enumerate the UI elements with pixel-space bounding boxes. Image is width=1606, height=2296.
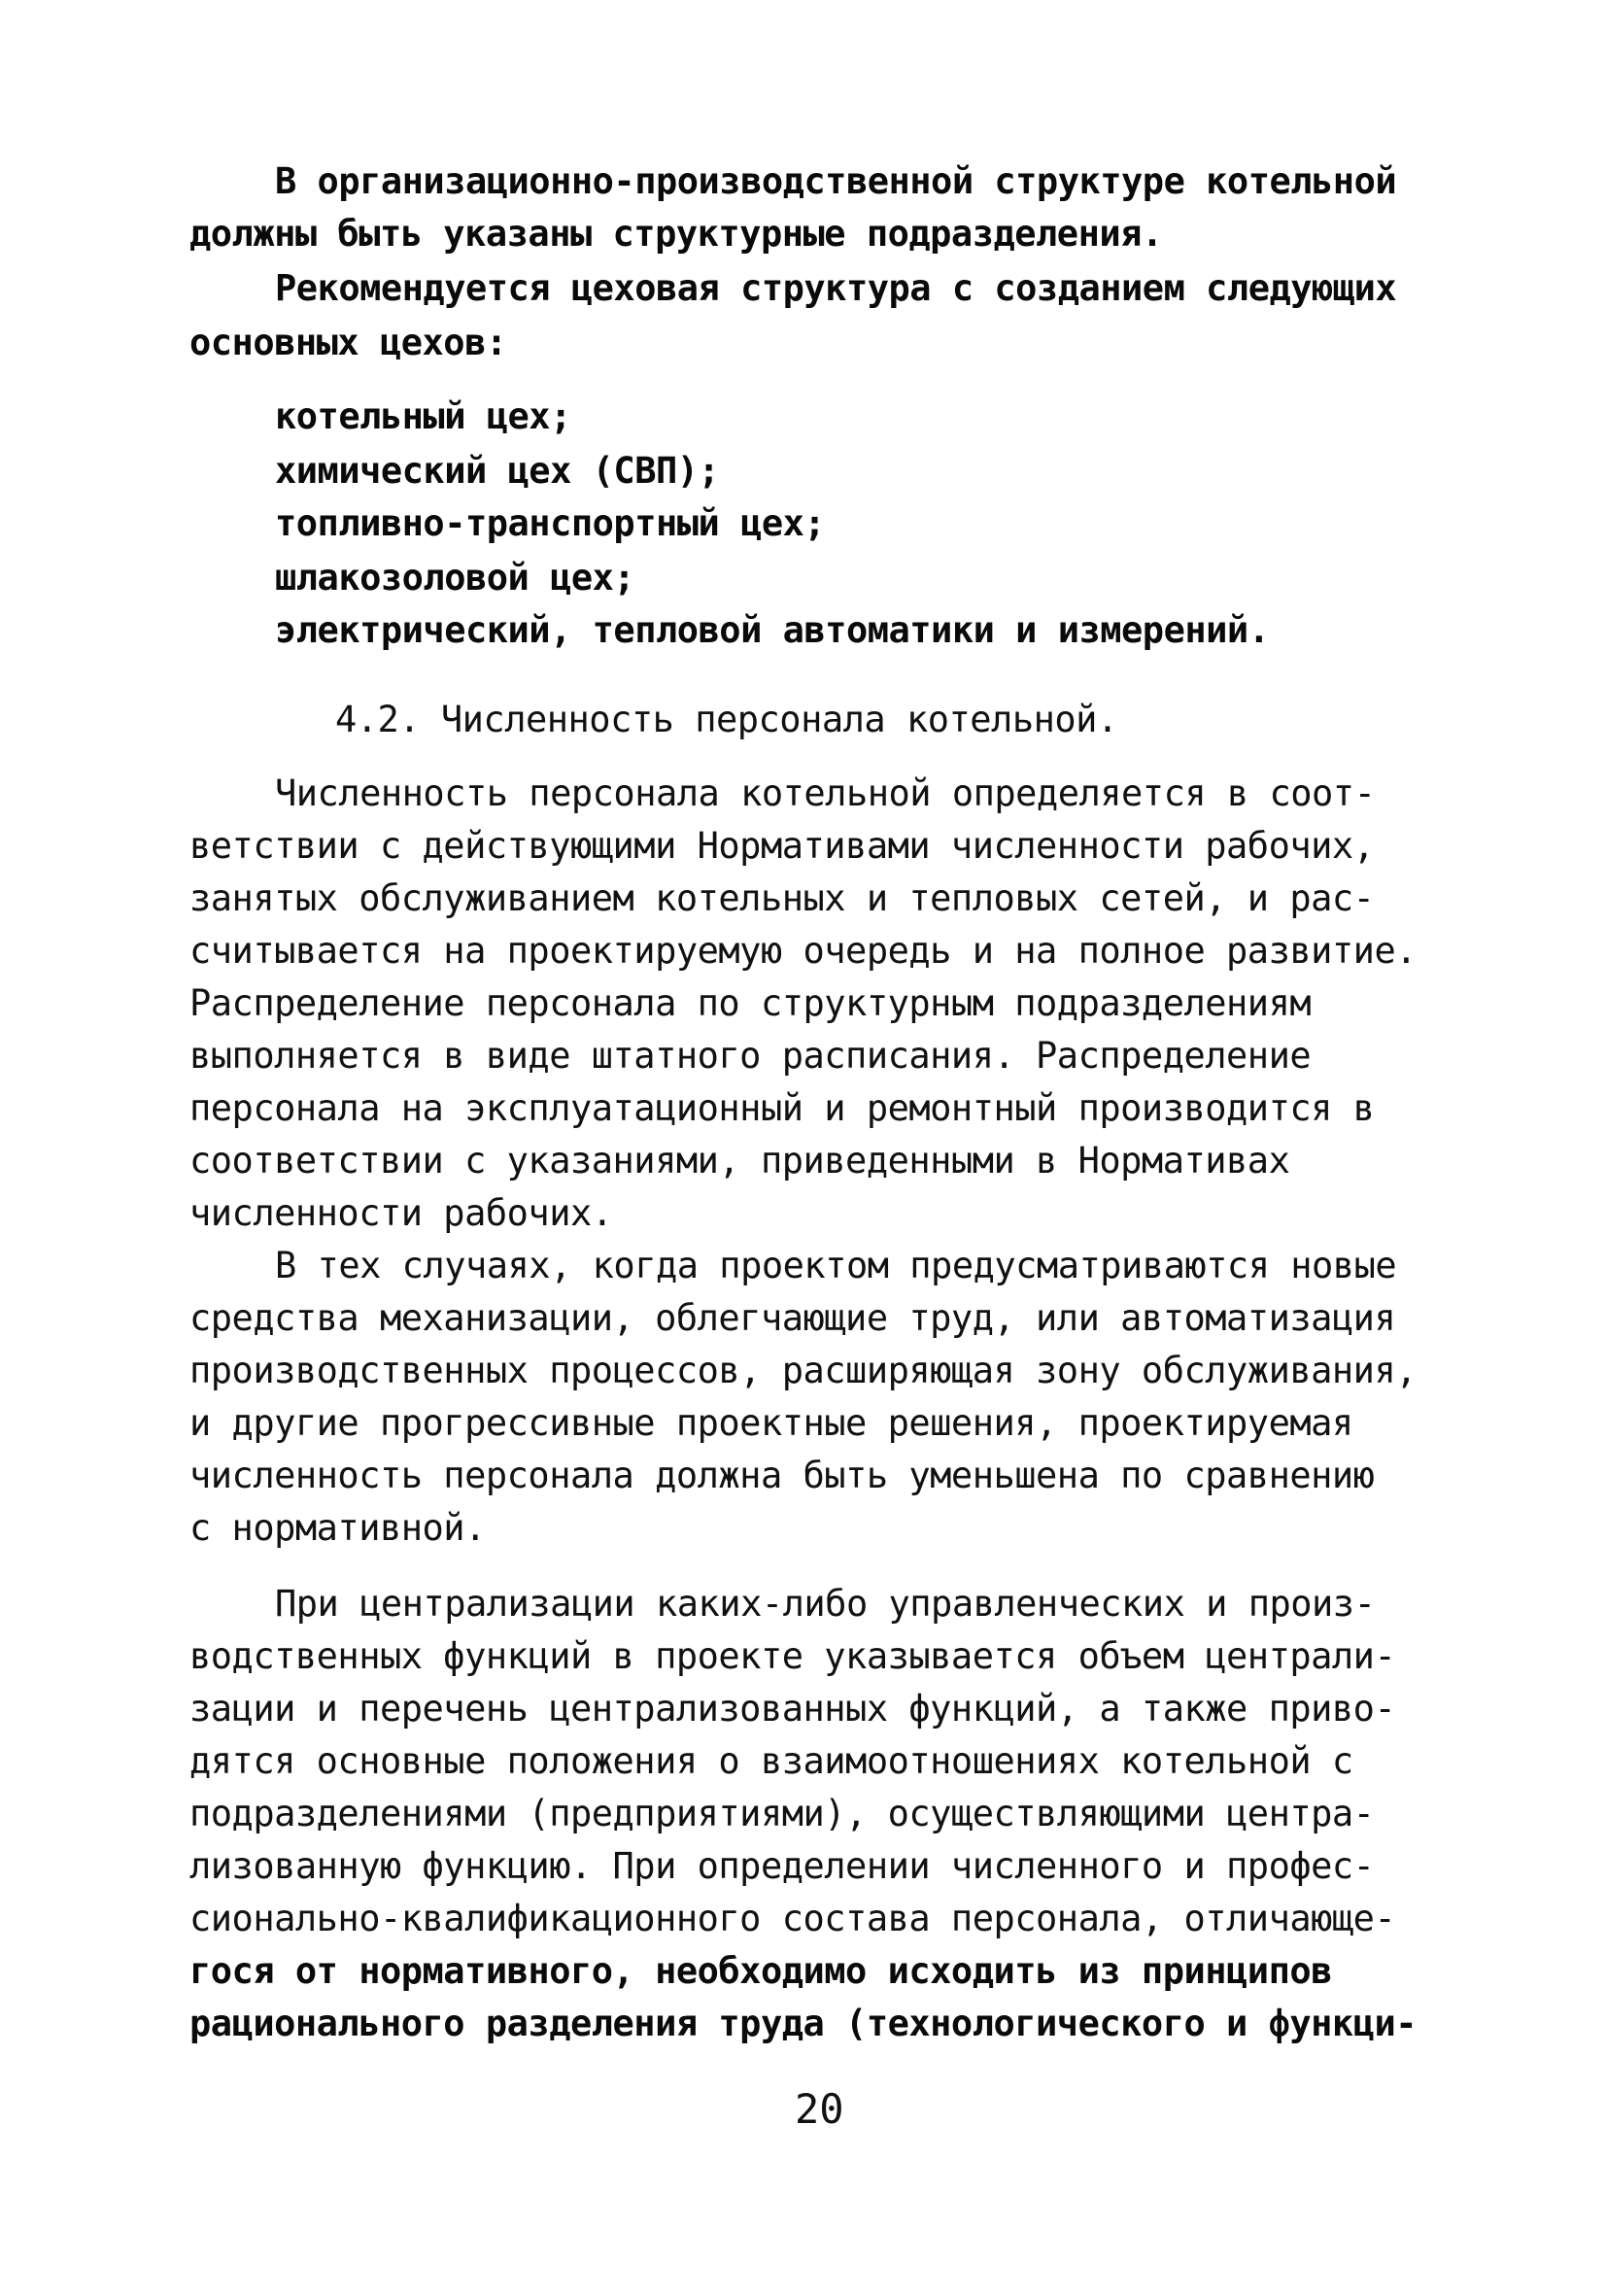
paragraph-4-line-5: численность персонала должна быть уменьшена по сравнению [189,1455,1375,1496]
page-number: 20 [795,2085,844,2133]
paragraph-3-line-4: считывается на проектируемую очередь и на полное развитие. [189,930,1418,972]
workshop-list-item: электрический, тепловой автоматики и измерений. [275,609,1270,651]
paragraph-4-line-2: средства механизации, облегчающие труд, или автоматизация [189,1297,1396,1339]
paragraph-3-line-2: ветствии с действующими Нормативами численности рабочих, [189,825,1375,867]
paragraph-4-line-1: В тех случаях, когда проектом предусматриваются новые [275,1245,1397,1286]
paragraph-3-line-7: персонала на эксплуатационный и ремонтный производится в [189,1087,1375,1129]
paragraph-5-line-2: водственных функций в проекте указывается объем централи- [189,1635,1396,1677]
workshop-list-item: котельный цех; [275,395,571,437]
paragraph-4-line-3: производственных процессов, расширяющая зону обслуживания, [189,1350,1418,1391]
paragraph-5-line-3: зации и перечень централизованных функций, а также приво- [189,1688,1396,1730]
paragraph-5-line-7: сионально-квалификационного состава персонала, отличающе- [189,1898,1396,1939]
workshop-list-item: топливно-транспортный цех; [275,502,826,544]
paragraph-3-line-3: занятых обслуживанием котельных и тепловых сетей, и рас- [189,877,1375,919]
paragraph-3-line-6: выполняется в виде штатного расписания. Распределение [189,1035,1312,1077]
paragraph-5-line-8: гося от нормативного, необходимо исходить из принципов [189,1950,1332,1992]
paragraph-3-line-8: соответствии с указаниями, приведенными в Нормативах [189,1140,1290,1182]
paragraph-2-line-1: Рекомендуется цеховая структура с созданием следующих [275,267,1397,309]
paragraph-2-line-2: основных цехов: [189,322,507,363]
section-heading: 4.2. Численность персонала котельной. [335,699,1118,740]
paragraph-4-line-4: и другие прогрессивные проектные решения, проектируемая [189,1402,1353,1444]
paragraph-1-line-1: В организационно-производственной структуре котельной [275,160,1397,202]
paragraph-5-line-6: лизованную функцию. При определении численного и профес- [189,1845,1375,1887]
paragraph-5-line-9: рационального разделения труда (технологического и функци- [189,2003,1418,2044]
workshop-list-item: химический цех (СВП); [275,450,720,492]
paragraph-1-line-2: должны быть указаны структурные подразделения. [189,213,1163,255]
paragraph-3-line-1: Численность персонала котельной определяется в соот- [275,772,1376,814]
paragraph-3-line-9: численности рабочих. [189,1192,613,1234]
workshop-list-item: шлакозоловой цех; [275,557,635,599]
paragraph-5-line-1: При централизации каких-либо управленческих и произ- [275,1583,1376,1625]
paragraph-3-line-5: Распределение персонала по структурным подразделениям [189,982,1312,1024]
paragraph-5-line-5: подразделениями (предприятиями), осуществляющими центра- [189,1793,1375,1834]
paragraph-5-line-4: дятся основные положения о взаимоотношениях котельной с [189,1740,1353,1782]
paragraph-4-line-6: с нормативной. [189,1507,486,1549]
